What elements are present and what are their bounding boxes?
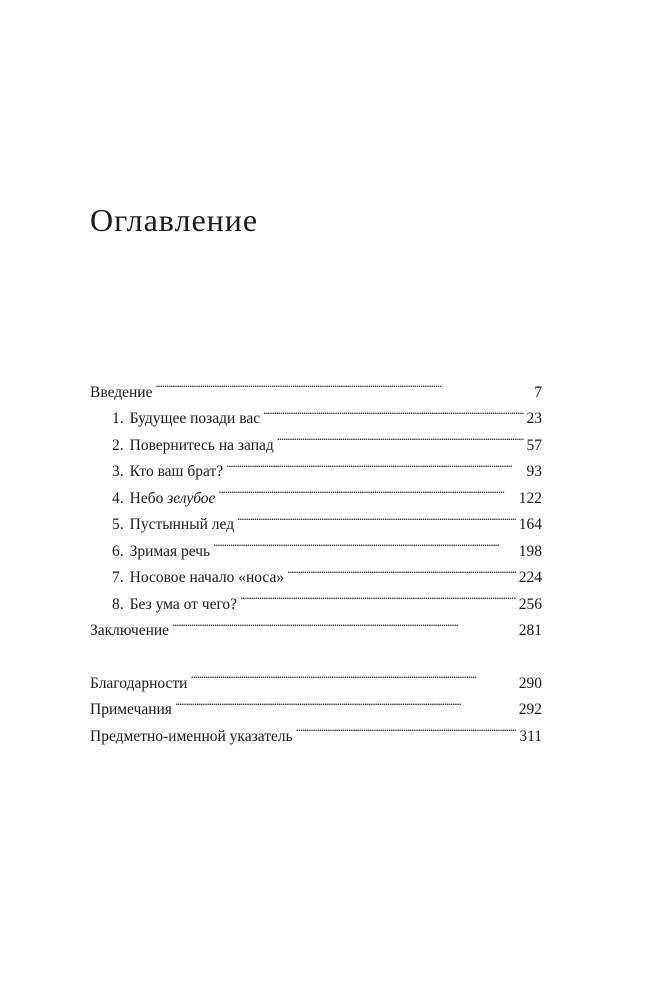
dot-leader: [190, 661, 515, 688]
toc-entry-page: 122: [518, 489, 542, 507]
toc-entry-number: 3.: [112, 463, 124, 480]
toc-entry-label: Заключение: [90, 622, 170, 639]
toc-entry-label: Носовое начало «носа»: [129, 569, 285, 586]
toc-entry-number: 7.: [112, 569, 124, 586]
toc-entry-label-italic: зелубое: [167, 489, 216, 507]
dot-leader: [213, 529, 516, 556]
dot-leader: [237, 503, 516, 530]
toc-entry-page: 57: [526, 436, 542, 454]
page-title: Оглавление: [90, 202, 259, 238]
toc-entry-label: [130, 486, 216, 513]
dot-leader: [240, 582, 516, 609]
toc-main-group: [90, 370, 542, 639]
toc-entry-page: 93: [526, 463, 542, 480]
toc-entry-page: 311: [519, 727, 542, 745]
toc-entry-page: 23: [526, 410, 542, 427]
toc-entry-label: Будущее позади вас: [129, 410, 261, 427]
toc-entry-page: 256: [518, 595, 542, 613]
toc-entry-number: 2.: [112, 436, 124, 454]
dot-leader: [277, 423, 524, 450]
toc-entry-page: 292: [518, 701, 542, 718]
toc-entry-page: 224: [518, 569, 542, 586]
dot-leader: [172, 609, 516, 636]
dot-leader: [296, 714, 517, 741]
toc-entry-introduction[interactable]: [90, 370, 542, 401]
toc-entry-page: 281: [518, 622, 542, 639]
toc-entry-label: Введение: [90, 383, 153, 401]
toc-entry-page: 164: [518, 516, 542, 533]
toc-entry-number: 5.: [112, 516, 124, 533]
table-of-contents: [90, 370, 542, 745]
toc-entry-page: 7: [534, 383, 542, 401]
toc-entry-number: 1.: [112, 410, 124, 427]
toc-entry-page: 290: [518, 674, 542, 692]
toc-entry-label: Благодарности: [90, 674, 188, 692]
toc-entry-label: Примечания: [90, 701, 172, 718]
dot-leader: [226, 450, 523, 477]
dot-leader: [155, 370, 531, 397]
toc-entry-number: 8.: [112, 595, 124, 613]
toc-entry-acknowledgments[interactable]: [90, 661, 542, 692]
toc-entry-label: Кто ваш брат?: [129, 463, 224, 480]
dot-leader: [175, 688, 516, 715]
toc-entry-label: Повернитесь на запад: [129, 436, 274, 454]
dot-leader: [263, 397, 523, 424]
dot-leader: [218, 476, 515, 503]
toc-entry-number: 4.: [112, 489, 124, 507]
toc-entry-label: Зримая речь: [129, 542, 211, 560]
toc-entry-chapter-1[interactable]: [90, 397, 542, 427]
toc-entry-label: Предметно-именной указатель: [90, 727, 293, 745]
toc-entry-page: 198: [518, 542, 542, 560]
toc-entry-label-plain: Небо: [129, 489, 168, 507]
toc-entry-label: Без ума от чего?: [129, 595, 238, 613]
toc-back-matter-group: [90, 661, 542, 745]
toc-entry-number: 6.: [112, 542, 124, 560]
dot-leader: [287, 556, 516, 583]
toc-entry-label: Пустынный лед: [129, 516, 235, 533]
